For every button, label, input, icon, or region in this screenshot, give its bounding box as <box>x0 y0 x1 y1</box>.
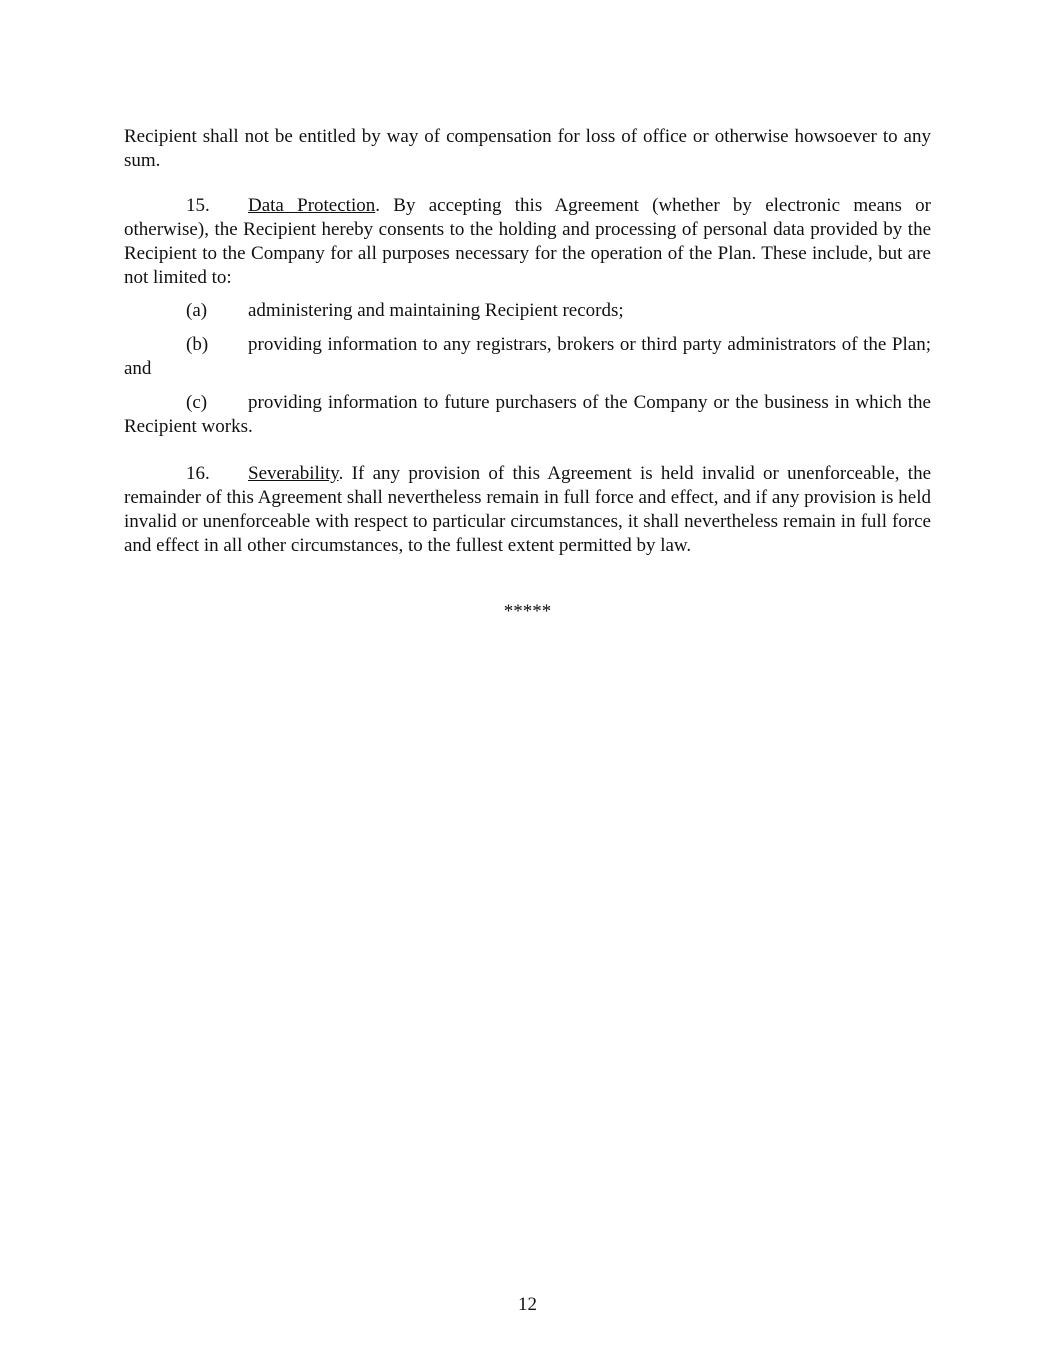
list-item-c-label: (c) <box>186 392 208 413</box>
list-item-a-label: (a) <box>186 300 208 321</box>
list-item-b-label: (b) <box>186 334 209 355</box>
page-number: 12 <box>518 1294 537 1315</box>
list-item-b-text: providing information to any registrars, brokers or third party administrators of the Plan; and <box>124 334 931 379</box>
list-item-b <box>124 333 931 381</box>
section-15-number: 15. <box>186 195 210 216</box>
end-marker: ***** <box>503 601 552 622</box>
section-15-body: . By accepting this Agreement (whether by electronic means or otherwise), the Recipient hereby consents to the holding and processing of personal data provided by the Recipient to the Company for all purposes necessary for the operation of the Plan. These include, but are not limited to: <box>124 195 932 288</box>
carryover-paragraph <box>124 125 931 173</box>
list-item-a-text: administering and maintaining Recipient records; <box>248 300 624 321</box>
section-16-body: . If any provision of this Agreement is held invalid or unenforceable, the remainder of this Agreement shall nevertheless remain in full force and effect, and if any provision is held invalid or unenforceable with respect to particular circumstances, it shall nevertheless remain in full force and effect in all other circumstances, to the fullest extent permitted by law. <box>124 463 931 556</box>
section-16-number: 16. <box>186 463 210 484</box>
list-item-c <box>124 391 931 439</box>
section-16-heading: Severability <box>248 463 339 484</box>
section-15-paragraph <box>124 194 931 290</box>
list-item-a <box>124 299 931 323</box>
section-16-paragraph <box>124 462 931 558</box>
carryover-text: Recipient shall not be entitled by way of compensation for loss of office or otherwise howsoever to any sum. <box>124 126 931 171</box>
section-15-heading: Data Protection <box>248 195 376 216</box>
list-item-c-text: providing information to future purchasers of the Company or the business in which the Recipient works. <box>124 392 931 437</box>
